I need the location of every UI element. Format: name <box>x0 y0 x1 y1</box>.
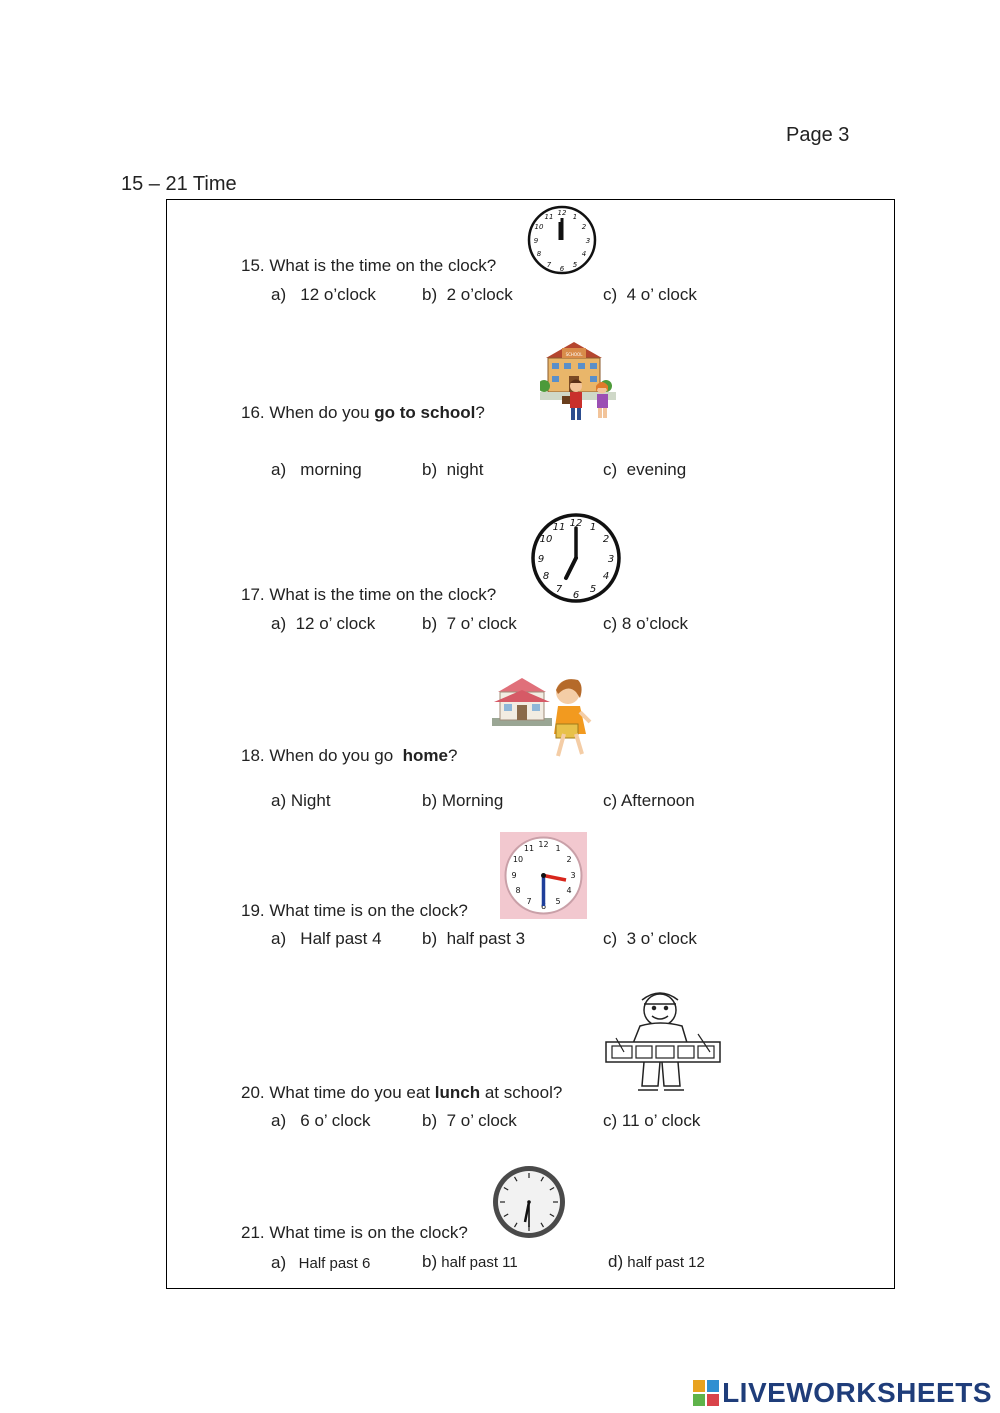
option-letter: d) <box>608 1252 624 1271</box>
option-text: half past 3 <box>446 929 526 948</box>
school-sign: SCHOOL <box>565 352 583 357</box>
option-19-c[interactable] <box>603 929 697 949</box>
clock-numeral: 11 <box>523 844 535 853</box>
option-text: 12 o’clock <box>300 285 376 304</box>
option-text: 12 o’ clock <box>295 614 376 633</box>
question-19 <box>241 901 468 921</box>
option-letter: a) <box>271 929 287 948</box>
option-text: 7 o’ clock <box>446 1111 517 1130</box>
question-text-bold: go to school <box>374 403 476 422</box>
option-20-b[interactable] <box>422 1111 517 1131</box>
option-letter: a) <box>271 285 287 304</box>
question-21 <box>241 1223 468 1243</box>
option-letter: c) <box>603 614 618 633</box>
clock-numeral: 10 <box>539 534 553 545</box>
clock-numeral: 4 <box>581 250 587 258</box>
question-text: What time is on the clock? <box>269 901 468 920</box>
question-number: 15. <box>241 256 265 275</box>
option-text: 2 o’clock <box>446 285 513 304</box>
option-21-b[interactable] <box>422 1252 518 1272</box>
clock-numeral: 1 <box>572 213 578 221</box>
boy-lunch-tray-icon <box>602 986 724 1098</box>
question-number: 19. <box>241 901 265 920</box>
option-text: half past 12 <box>627 1254 705 1271</box>
clock-numeral: 12 <box>569 518 583 529</box>
question-text-bold: lunch <box>434 1083 481 1102</box>
clock-numeral: 9 <box>511 871 517 880</box>
option-text: Half past 4 <box>300 929 382 948</box>
option-20-a[interactable] <box>271 1111 371 1131</box>
question-text-bold: home <box>402 746 448 765</box>
clock-numeral: 1 <box>589 522 597 533</box>
option-text: Night <box>290 791 331 810</box>
option-21-d[interactable] <box>608 1252 705 1272</box>
school-children-icon <box>540 336 616 422</box>
page-number: Page 3 <box>786 124 850 146</box>
question-text: What time is on the clock? <box>269 1223 468 1242</box>
option-15-b[interactable] <box>422 285 513 305</box>
clock-numeral: 12 <box>538 840 549 849</box>
clock-numeral: 6 <box>572 590 580 601</box>
option-text: night <box>446 460 484 479</box>
option-letter: a) <box>271 1111 287 1130</box>
clock-numeral: 2 <box>566 855 572 864</box>
clock-numeral: 7 <box>555 584 563 595</box>
clock-numeral: 3 <box>570 871 576 880</box>
clock-numeral: 2 <box>581 223 587 231</box>
option-18-b[interactable] <box>422 791 503 811</box>
option-letter: c) <box>603 460 618 479</box>
question-number: 16. <box>241 403 265 422</box>
question-number: 17. <box>241 585 265 604</box>
option-15-c[interactable] <box>603 285 697 305</box>
liveworksheets-grid-icon <box>693 1380 719 1406</box>
clock-numeral: 10 <box>512 855 524 864</box>
section-title: 15 – 21 Time <box>121 173 237 195</box>
option-letter: a) <box>271 791 287 810</box>
option-18-a[interactable] <box>271 791 331 811</box>
option-text: Afternoon <box>620 791 695 810</box>
option-letter: b) <box>422 1111 438 1130</box>
clock-numeral: 9 <box>533 237 539 245</box>
clock-numeral: 6 <box>559 265 565 273</box>
option-letter: b) <box>422 614 438 633</box>
question-text: What is the time on the clock? <box>269 256 497 275</box>
option-16-b[interactable] <box>422 460 483 480</box>
liveworksheets-logo <box>693 1378 992 1408</box>
option-text: 11 o’ clock <box>621 1111 701 1130</box>
clock-numeral: 5 <box>572 261 578 269</box>
question-text-pre: What time do you eat <box>269 1083 435 1102</box>
option-text: half past 11 <box>441 1254 518 1271</box>
option-letter: b) <box>422 791 438 810</box>
question-16 <box>241 403 485 423</box>
clock-numeral: 5 <box>589 584 597 595</box>
clock-numeral: 7 <box>546 261 552 269</box>
option-text: 4 o’ clock <box>626 285 697 304</box>
option-text: evening <box>626 460 687 479</box>
clock-numeral: 1 <box>555 844 561 853</box>
clock-numeral: 5 <box>555 897 561 906</box>
clock-numeral: 11 <box>544 213 554 221</box>
option-letter: c) <box>603 929 618 948</box>
option-15-a[interactable] <box>271 285 376 305</box>
clock-numeral: 2 <box>602 534 610 545</box>
option-16-a[interactable] <box>271 460 362 480</box>
clock-numeral: 4 <box>602 571 610 582</box>
clock-12-icon <box>526 204 598 276</box>
question-number: 21. <box>241 1223 265 1242</box>
clock-numeral: 10 <box>534 223 544 231</box>
clock-7-icon <box>530 512 622 604</box>
option-text: 6 o’ clock <box>300 1111 371 1130</box>
clock-numeral: 3 <box>585 237 591 245</box>
question-text-post: ? <box>475 403 485 422</box>
option-text: Half past 6 <box>298 1255 371 1272</box>
option-text: 7 o’ clock <box>446 614 517 633</box>
clock-numeral: 11 <box>552 522 566 533</box>
option-letter: b) <box>422 929 438 948</box>
clock-numeral: 7 <box>526 897 532 906</box>
option-letter: b) <box>422 460 438 479</box>
option-letter: a) <box>271 614 287 633</box>
clock-numeral: 4 <box>566 886 572 895</box>
clock-half-past-3-icon <box>500 832 587 919</box>
question-text: What is the time on the clock? <box>269 585 497 604</box>
question-text-post: at school? <box>480 1083 563 1102</box>
clock-numeral: 12 <box>557 209 567 217</box>
option-21-a[interactable] <box>271 1253 370 1273</box>
question-18 <box>241 746 457 766</box>
question-15 <box>241 256 496 276</box>
clock-numeral: 8 <box>515 886 521 895</box>
option-text: Morning <box>441 791 504 810</box>
option-text: 3 o’ clock <box>626 929 697 948</box>
question-20 <box>241 1083 562 1103</box>
option-17-a[interactable] <box>271 614 375 634</box>
option-letter: c) <box>603 1111 618 1130</box>
option-19-a[interactable] <box>271 929 382 949</box>
question-text-pre: When do you go <box>269 746 403 765</box>
option-20-c[interactable] <box>603 1111 700 1131</box>
clock-numeral: 9 <box>537 554 545 565</box>
option-17-b[interactable] <box>422 614 517 634</box>
option-18-c[interactable] <box>603 791 695 811</box>
girl-going-home-icon <box>492 672 598 760</box>
clock-numeral: 3 <box>607 554 615 565</box>
option-text: 8 o’clock <box>621 614 689 633</box>
option-letter: c) <box>603 791 618 810</box>
option-text: morning <box>300 460 362 479</box>
option-letter: a) <box>271 460 287 479</box>
option-17-c[interactable] <box>603 614 688 634</box>
question-number: 18. <box>241 746 265 765</box>
question-text-pre: When do you <box>269 403 375 422</box>
clock-numeral: 6 <box>540 902 547 911</box>
clock-half-past-6-icon <box>491 1164 567 1240</box>
question-number: 20. <box>241 1083 265 1102</box>
option-16-c[interactable] <box>603 460 686 480</box>
brand-text: LIVEWORKSHEETS <box>722 1377 992 1408</box>
option-letter: b) <box>422 285 438 304</box>
question-text-post: ? <box>447 746 458 765</box>
clock-numeral: 8 <box>542 571 550 582</box>
option-19-b[interactable] <box>422 929 525 949</box>
option-letter: c) <box>603 285 618 304</box>
option-letter: b) <box>422 1252 438 1271</box>
clock-numeral: 8 <box>536 250 542 258</box>
option-letter: a) <box>271 1253 287 1272</box>
question-17 <box>241 585 496 605</box>
